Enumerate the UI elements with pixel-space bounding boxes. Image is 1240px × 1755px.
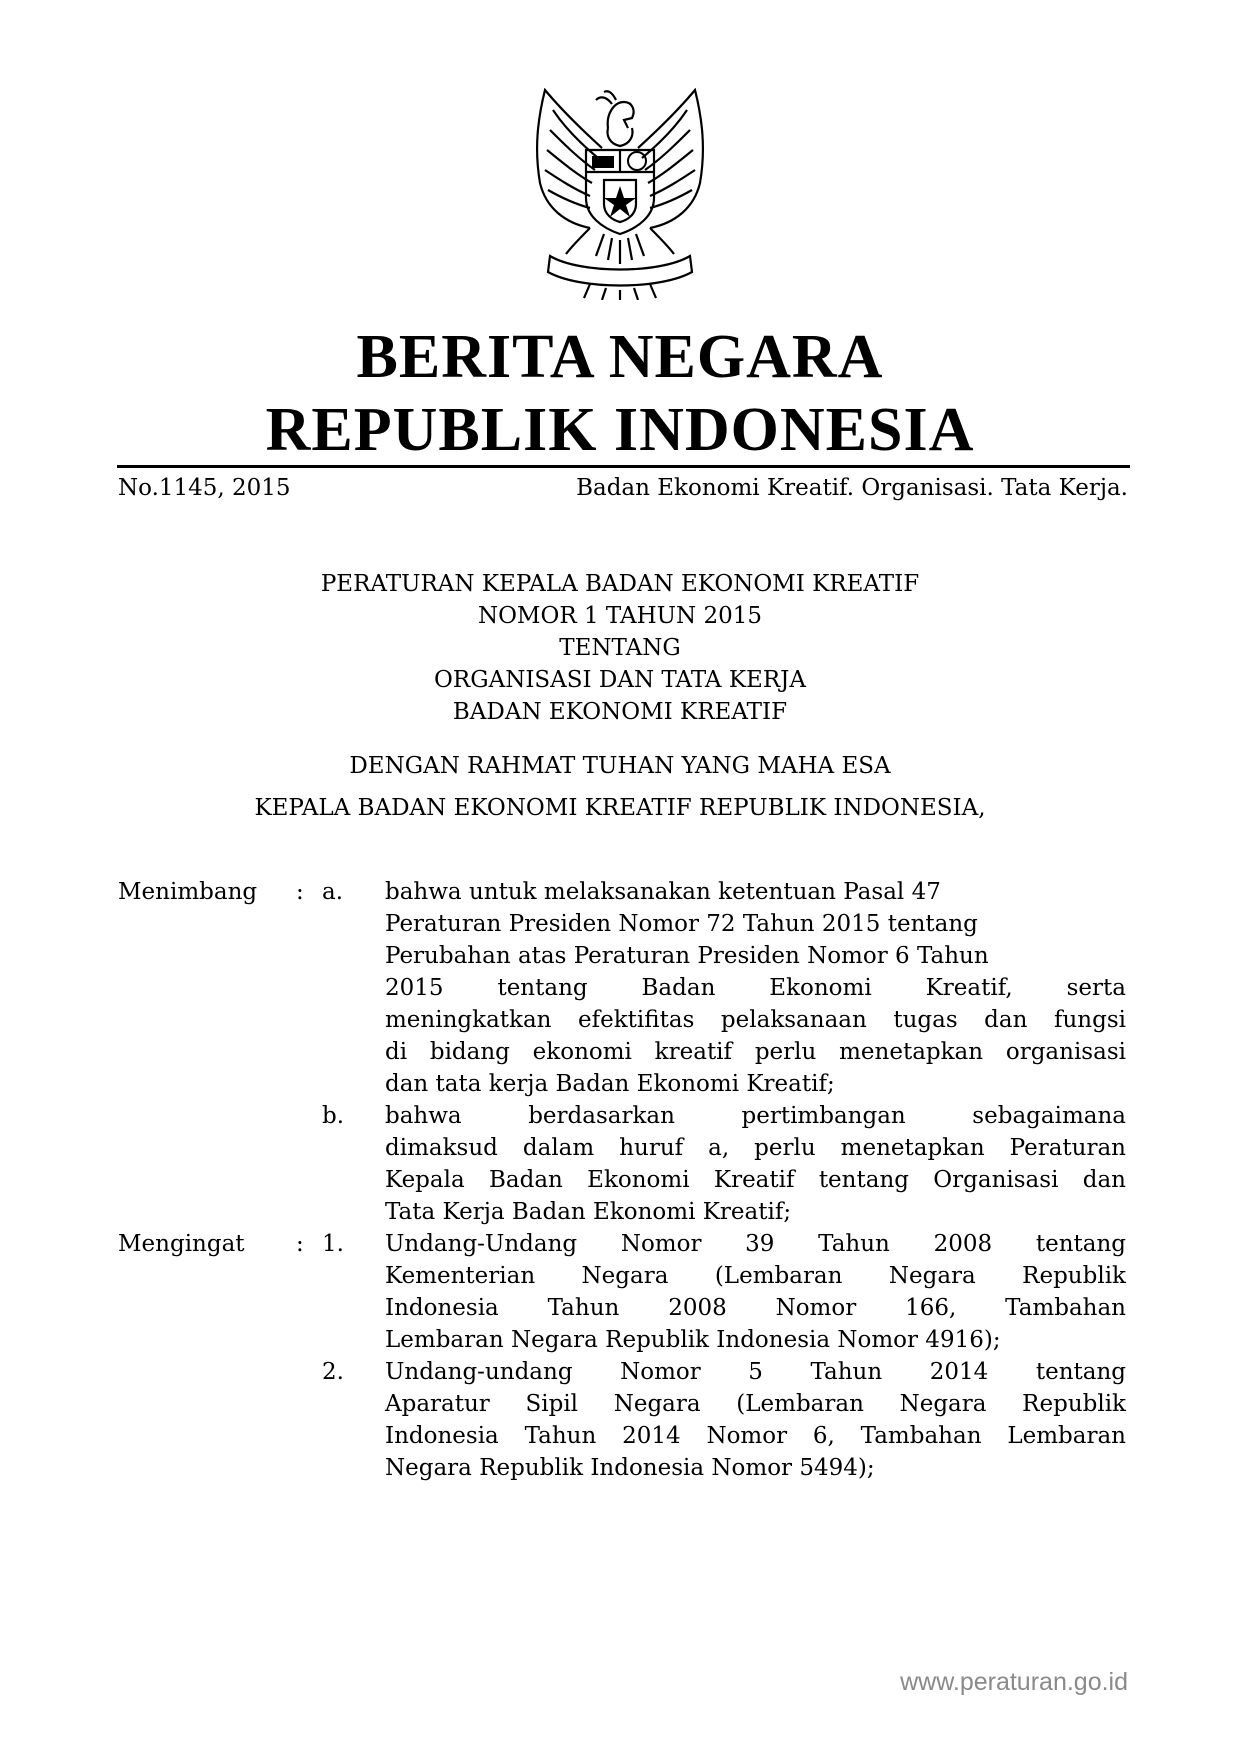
text-line: Undang-undang Nomor 5 Tahun 2014 tentang bbox=[385, 1359, 1126, 1385]
regulation-title-line: PERATURAN KEPALA BADAN EKONOMI KREATIF bbox=[320, 571, 920, 597]
gazette-topic: Badan Ekonomi Kreatif. Organisasi. Tata Kerja. bbox=[576, 475, 1128, 501]
menimbang-label: Menimbang bbox=[118, 879, 258, 905]
item-marker: a. bbox=[322, 879, 344, 905]
masthead-subtitle: REPUBLIK INDONESIA bbox=[265, 396, 975, 464]
text-line: bahwa untuk melaksanakan ketentuan Pasal 47 bbox=[385, 879, 941, 905]
menimbang-item-a bbox=[385, 876, 1126, 1100]
text-line: Aparatur Sipil Negara (Lembaran Negara Republik bbox=[385, 1391, 1126, 1417]
mengingat-colon: : bbox=[296, 1231, 304, 1257]
text-line: Kementerian Negara (Lembaran Negara Republik bbox=[385, 1263, 1126, 1289]
regulation-about: TENTANG bbox=[559, 635, 681, 661]
regulation-subject-2: BADAN EKONOMI KREATIF bbox=[452, 699, 788, 725]
text-line: di bidang ekonomi kreatif perlu menetapkan organisasi bbox=[385, 1039, 1126, 1065]
regulation-subject: ORGANISASI DAN TATA KERJA bbox=[434, 667, 806, 693]
text-line: dimaksud dalam huruf a, perlu menetapkan Peraturan bbox=[385, 1135, 1126, 1161]
regulation-number: NOMOR 1 TAHUN 2015 bbox=[477, 603, 763, 629]
text-line: Indonesia Tahun 2014 Nomor 6, Tambahan Lembaran bbox=[385, 1423, 1126, 1449]
text-line: Negara Republik Indonesia Nomor 5494); bbox=[385, 1455, 875, 1481]
footer-url-link[interactable]: www.peraturan.go.id bbox=[900, 1668, 1128, 1696]
text-line: meningkatkan efektifitas pelaksanaan tugas dan fungsi bbox=[385, 1007, 1126, 1033]
text-line: 2015 tentang Badan Ekonomi Kreatif, serta bbox=[385, 975, 1126, 1001]
menimbang-colon: : bbox=[296, 879, 304, 905]
item-marker: 1. bbox=[322, 1231, 344, 1257]
mengingat-label: Mengingat bbox=[118, 1231, 245, 1257]
garuda-emblem-icon bbox=[520, 88, 720, 300]
grace-invocation: DENGAN RAHMAT TUHAN YANG MAHA ESA bbox=[349, 753, 891, 779]
issuing-authority: KEPALA BADAN EKONOMI KREATIF REPUBLIK INDONESIA, bbox=[254, 795, 986, 821]
text-line: Tata Kerja Badan Ekonomi Kreatif; bbox=[385, 1199, 792, 1225]
masthead-title: BERITA NEGARA bbox=[356, 323, 884, 391]
item-marker: b. bbox=[322, 1103, 345, 1129]
text-line: dan tata kerja Badan Ekonomi Kreatif; bbox=[385, 1071, 835, 1097]
text-line: Perubahan atas Peraturan Presiden Nomor 6 Tahun bbox=[385, 943, 989, 969]
text-line: bahwa berdasarkan pertimbangan sebagaimana bbox=[385, 1103, 1126, 1129]
masthead-rule bbox=[117, 465, 1130, 468]
menimbang-item-b bbox=[385, 1100, 1126, 1228]
item-marker: 2. bbox=[322, 1359, 344, 1385]
text-line: Peraturan Presiden Nomor 72 Tahun 2015 tentang bbox=[385, 911, 978, 937]
mengingat-item-1 bbox=[385, 1228, 1126, 1356]
mengingat-item-2 bbox=[385, 1356, 1126, 1484]
text-line: Kepala Badan Ekonomi Kreatif tentang Organisasi dan bbox=[385, 1167, 1126, 1193]
text-line: Lembaran Negara Republik Indonesia Nomor 4916); bbox=[385, 1327, 1001, 1353]
text-line: Indonesia Tahun 2008 Nomor 166, Tambahan bbox=[385, 1295, 1126, 1321]
gazette-number: No.1145, 2015 bbox=[118, 475, 291, 501]
text-line: Undang-Undang Nomor 39 Tahun 2008 tentang bbox=[385, 1231, 1126, 1257]
